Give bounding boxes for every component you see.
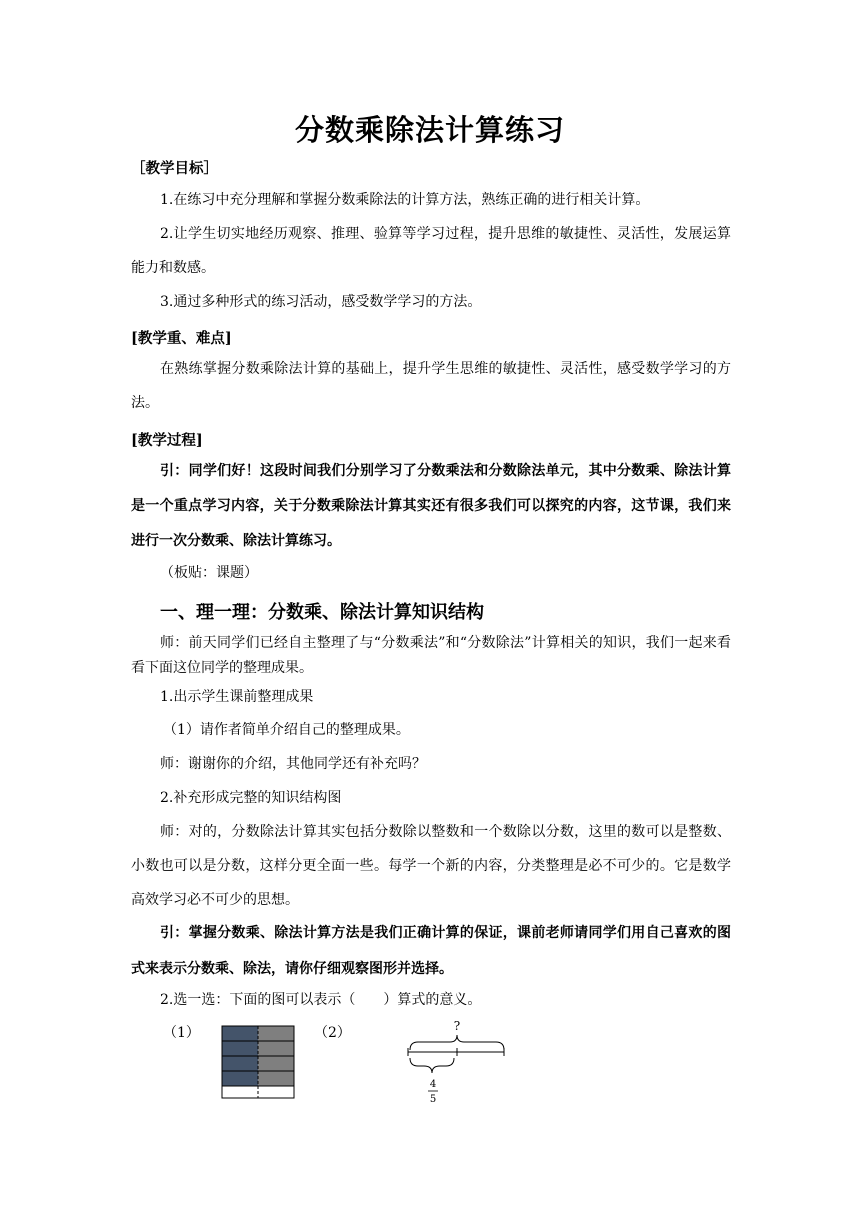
figure-2-label: （2） [314, 1025, 351, 1041]
goal-3: 3.通过多种形式的练习活动，感受数学学习的方法。 [160, 294, 482, 310]
page-title: 分数乘除法计算练习 [294, 113, 565, 147]
key-points-text: 在熟练掌握分数乘除法计算的基础上，提升学生思维的敏捷性、灵活性，感受数学学习的方法。 [131, 361, 731, 411]
bottom-brace [410, 1058, 454, 1073]
step-1-sub: （1）请作者简单介绍自己的整理成果。 [163, 722, 410, 738]
figure-2-braces [402, 1018, 512, 1110]
step-2: 2.补充形成完整的知识结构图 [160, 790, 342, 806]
question-mark: ? [453, 1019, 461, 1033]
top-brace [410, 1035, 504, 1050]
teacher-paragraph-1: 师：前天同学们已经自主整理了与“分数乘法”和“分数除法”计算相关的知识，我们一起来看看下面这位同学的整理成果。 [131, 635, 731, 676]
intro-paragraph: 引：同学们好！这段时间我们分别学习了分数乘法和分数除法单元，其中分数乘、除法计算是一个重点学习内容，关于分数乘除法计算其实还有很多我们可以探究的内容，这节课，我们来进行一次分数乘、除法计算练习。 [131, 463, 731, 549]
fraction-numerator: 4 [429, 1079, 437, 1090]
goal-2: 2.让学生切实地经历观察、推理、验算等学习过程，提升思维的敏捷性、灵活性，发展运算能力和数感。 [131, 226, 731, 276]
step-3: 2.选一选：下面的图可以表示（ ）算式的意义。 [160, 992, 482, 1008]
goals-heading: ［教学目标］ [131, 160, 218, 177]
part1-heading: 一、理一理：分数乘、除法计算知识结构 [160, 602, 484, 623]
fraction-denominator: 5 [429, 1094, 437, 1105]
figure-1-grid [218, 1022, 298, 1102]
intro-paragraph-2: 引：掌握分数乘、除法计算方法是我们正确计算的保证，课前老师请同学们用自己喜欢的图式来表示分数乘、除法，请你仔细观察图形并选择。 [131, 925, 731, 977]
figure-1-label: （1） [163, 1025, 200, 1041]
teacher-paragraph-3: 师：对的，分数除法计算其实包括分数除以整数和一个数除以分数，这里的数可以是整数、小数也可以是分数，这样分更全面一些。每学一个新的内容，分类整理是必不可少的。它是数学高效学习必不可少的思想。 [131, 824, 731, 908]
key-points-heading: [教学重、难点] [131, 330, 232, 347]
board-note: （板贴：课题） [160, 565, 258, 581]
teacher-paragraph-2: 师：谢谢你的介绍，其他同学还有补充吗？ [160, 756, 426, 772]
goal-1: 1.在练习中充分理解和掌握分数乘除法的计算方法，熟练正确的进行相关计算。 [160, 192, 650, 208]
step-1: 1.出示学生课前整理成果 [160, 689, 314, 705]
process-heading: [教学过程] [131, 432, 203, 449]
